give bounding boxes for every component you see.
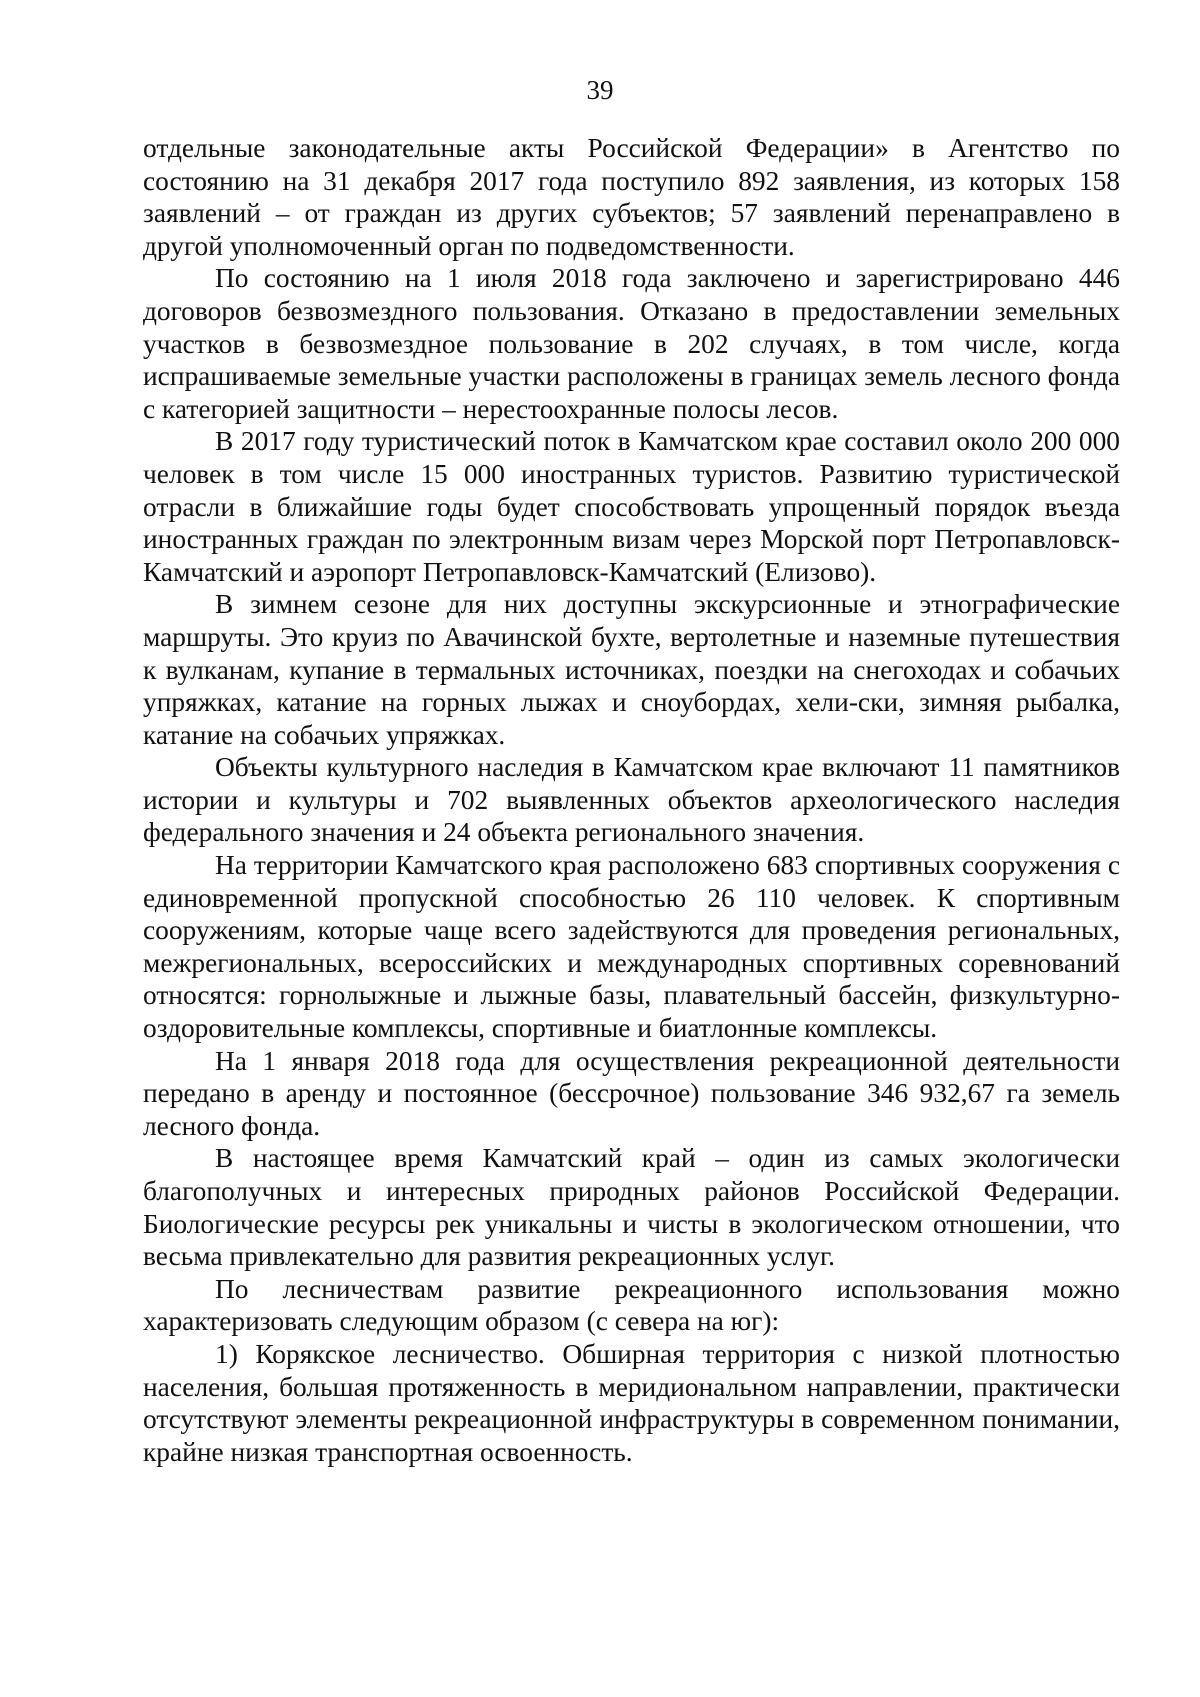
paragraph-forestries-intro: По лесничествам развитие рекреационного использования можно характеризовать следующим образом (с севера на юг):: [143, 1273, 1120, 1337]
paragraph-tourist-flow: В 2017 году туристический поток в Камчатском крае составил около 200 000 человек в том числе 15 000 иностранных туристов. Развитию туристической отрасли в ближайшие годы будет способствовать упрощенный порядок въезда иностранных граждан по электронным визам через Морской порт Петропавловск-Камчатский и аэропорт Петропавловск-Камчатский (Елизово).: [143, 426, 1120, 587]
page-number: 39: [586, 75, 614, 105]
document-body: [143, 132, 1120, 1468]
paragraph-agreements: По состоянию на 1 июля 2018 года заключено и зарегистрировано 446 договоров безвозмездного пользования. Отказано в предоставлении земельных участков в безвозмездное пользование в 202 случаях, в том числе, когда испрашиваемые земельные участки расположены в границах земель лесного фонда с категорией защитности – нерестоохранные полосы лесов.: [143, 263, 1120, 424]
paragraph-koryak-forestry: 1) Корякское лесничество. Обширная территория с низкой плотностью населения, большая протяженность в меридиональном направлении, практически отсутствуют элементы рекреационной инфраструктуры в современном понимании, крайне низкая транспортная освоенность.: [143, 1338, 1120, 1467]
paragraph-sports-facilities: На территории Камчатского края расположено 683 спортивных сооружения с единовременной пропускной способностью 26 110 человек. К спортивным сооружениям, которые чаще всего задействуются для проведения региональных, межрегиональных, всероссийских и международных спортивных соревнований относятся: горнолыжные и лыжные базы, плавательный бассейн, физкультурно-оздоровительные комплексы, спортивные и биатлонные комплексы.: [143, 850, 1120, 1044]
paragraph-recreational-lease: На 1 января 2018 года для осуществления рекреационной деятельности передано в аренду и постоянное (бессрочное) пользование 346 932,67 га земель лесного фонда.: [143, 1045, 1120, 1141]
paragraph-ecology: В настоящее время Камчатский край – один из самых экологически благополучных и интересных природных районов Российской Федерации. Биологические ресурсы рек уникальны и чисты в экологическом отношении, что весьма привлекательно для развития рекреационных услуг.: [143, 1143, 1120, 1272]
paragraph-continued: отдельные законодательные акты Российской Федерации» в Агентство по состоянию на 31 декабря 2017 года поступило 892 заявления, из которых 158 заявлений – от граждан из других субъектов; 57 заявлений перенаправлено в другой уполномоченный орган по подведомственности.: [143, 133, 1120, 261]
paragraph-cultural-heritage: Объекты культурного наследия в Камчатском крае включают 11 памятников истории и культуры и 702 выявленных объектов археологического наследия федерального значения и 24 объекта регионального значения.: [143, 752, 1120, 848]
paragraph-winter-season: В зимнем сезоне для них доступны экскурсионные и этнографические маршруты. Это круиз по Авачинской бухте, вертолетные и наземные путешествия к вулканам, купание в термальных источниках, поездки на снегоходах и собачьих упряжках, катание на горных лыжах и сноубордах, хели-ски, зимняя рыбалка, катание на собачьих упряжках.: [143, 589, 1120, 750]
